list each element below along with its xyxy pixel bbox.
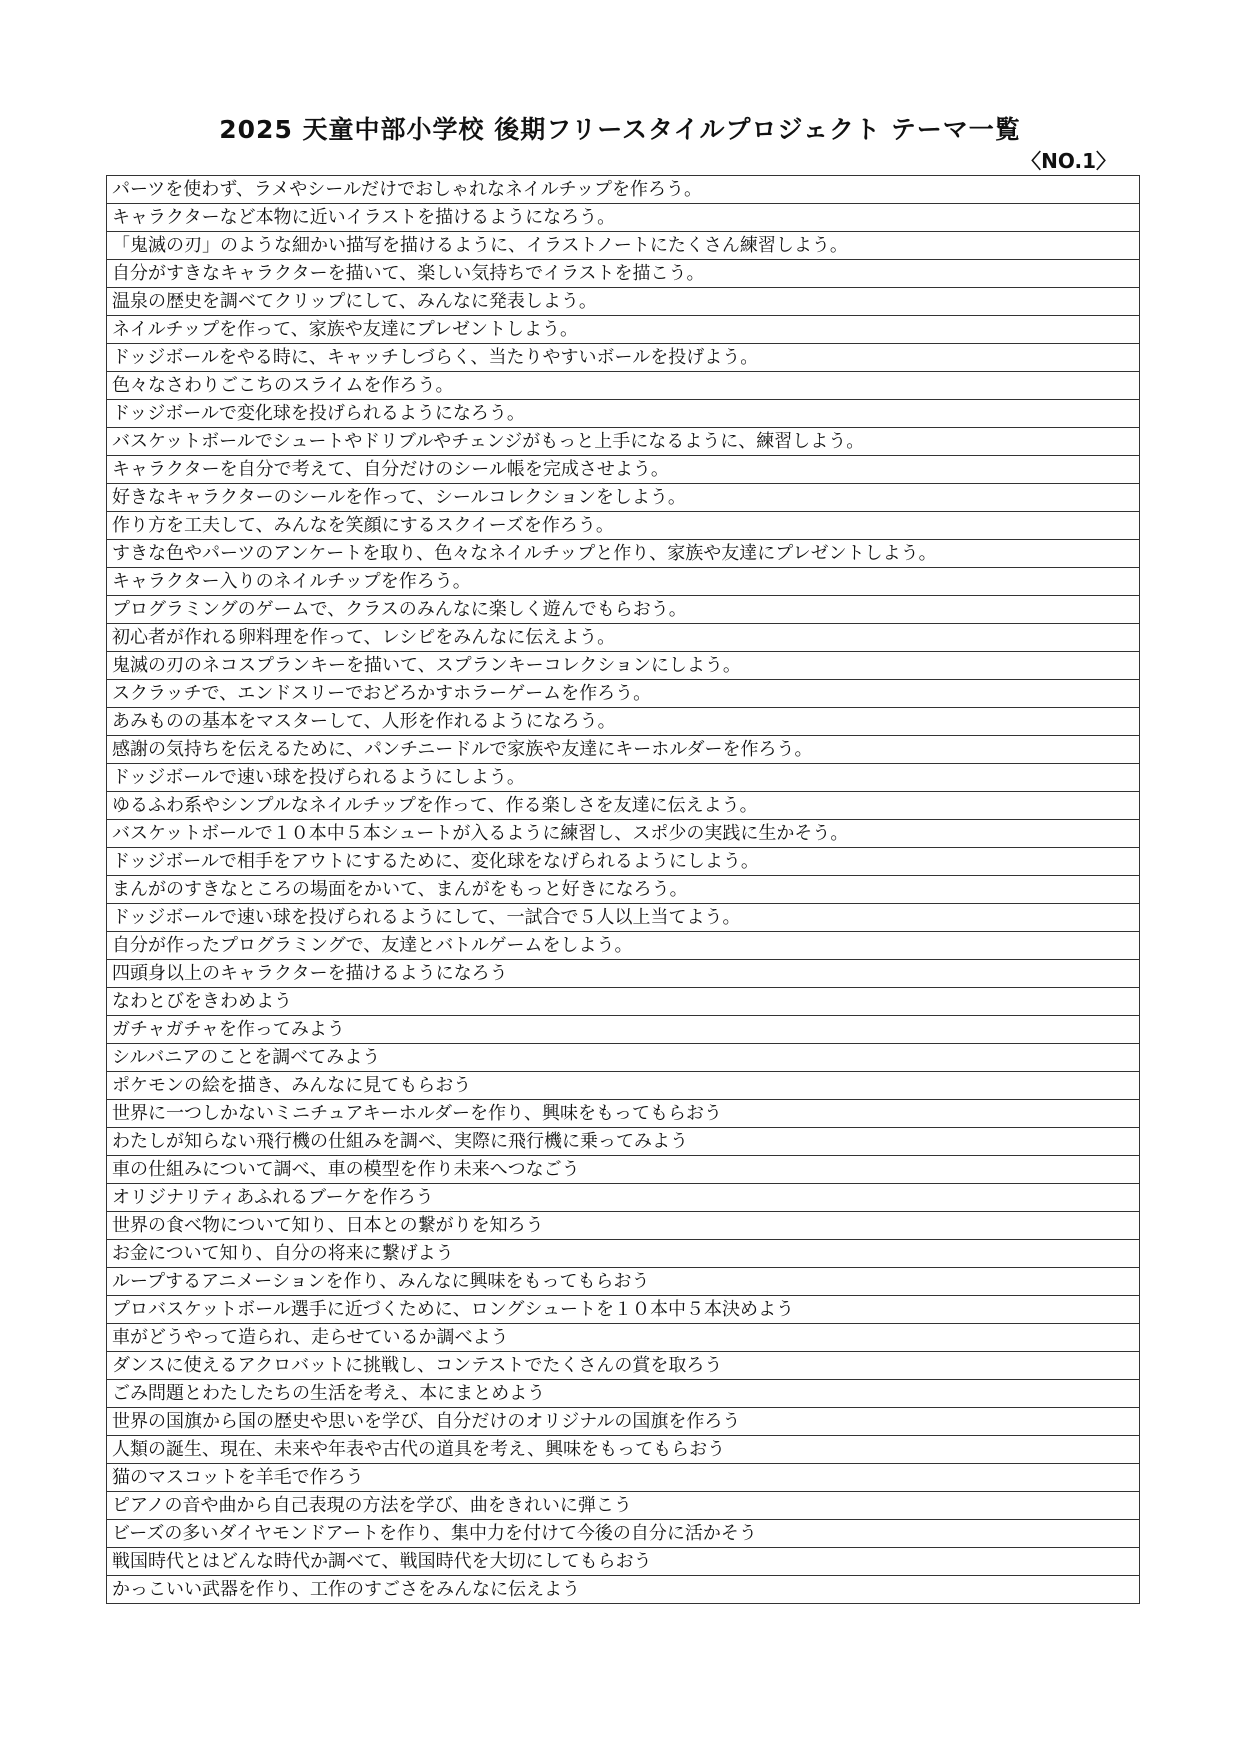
theme-cell: 初心者が作れる卵料理を作って、レシピをみんなに伝えよう。 bbox=[107, 624, 1140, 652]
table-row bbox=[107, 176, 1140, 204]
theme-cell: 四頭身以上のキャラクターを描けるようになろう bbox=[107, 960, 1140, 988]
table-row bbox=[107, 652, 1140, 680]
table-row bbox=[107, 540, 1140, 568]
table-row bbox=[107, 764, 1140, 792]
table-row bbox=[107, 260, 1140, 288]
theme-cell: オリジナリティあふれるブーケを作ろう bbox=[107, 1184, 1140, 1212]
theme-cell: かっこいい武器を作り、工作のすごさをみんなに伝えよう bbox=[107, 1576, 1140, 1604]
table-row bbox=[107, 1380, 1140, 1408]
theme-cell: 人類の誕生、現在、未来や年表や古代の道具を考え、興味をもってもらおう bbox=[107, 1436, 1140, 1464]
table-row bbox=[107, 1184, 1140, 1212]
table-row bbox=[107, 904, 1140, 932]
theme-cell: プロバスケットボール選手に近づくために、ロングシュートを１０本中５本決めよう bbox=[107, 1296, 1140, 1324]
table-row bbox=[107, 1324, 1140, 1352]
theme-cell: プログラミングのゲームで、クラスのみんなに楽しく遊んでもらおう。 bbox=[107, 596, 1140, 624]
page-number: 〈NO.1〉 bbox=[1021, 149, 1116, 173]
table-row bbox=[107, 372, 1140, 400]
table-row bbox=[107, 680, 1140, 708]
table-row bbox=[107, 708, 1140, 736]
theme-cell: 車がどうやって造られ、走らせているか調べよう bbox=[107, 1324, 1140, 1352]
table-row bbox=[107, 624, 1140, 652]
table-row bbox=[107, 932, 1140, 960]
theme-cell: ダンスに使えるアクロバットに挑戦し、コンテストでたくさんの賞を取ろう bbox=[107, 1352, 1140, 1380]
page-title: 2025 天童中部小学校 後期フリースタイルプロジェクト テーマ一覧 bbox=[219, 115, 1021, 144]
table-row bbox=[107, 848, 1140, 876]
table-row bbox=[107, 1156, 1140, 1184]
theme-cell: スクラッチで、エンドスリーでおどろかすホラーゲームを作ろう。 bbox=[107, 680, 1140, 708]
theme-cell: すきな色やパーツのアンケートを取り、色々なネイルチップと作り、家族や友達にプレゼントしよう。 bbox=[107, 540, 1140, 568]
table-row bbox=[107, 288, 1140, 316]
theme-cell: 好きなキャラクターのシールを作って、シールコレクションをしよう。 bbox=[107, 484, 1140, 512]
theme-table-body bbox=[107, 176, 1140, 1604]
table-row bbox=[107, 1072, 1140, 1100]
theme-cell: 猫のマスコットを羊毛で作ろう bbox=[107, 1464, 1140, 1492]
table-row bbox=[107, 400, 1140, 428]
theme-cell: ごみ問題とわたしたちの生活を考え、本にまとめよう bbox=[107, 1380, 1140, 1408]
table-row bbox=[107, 1548, 1140, 1576]
theme-cell: 作り方を工夫して、みんなを笑顔にするスクイーズを作ろう。 bbox=[107, 512, 1140, 540]
table-row bbox=[107, 428, 1140, 456]
theme-cell: 自分が作ったプログラミングで、友達とバトルゲームをしよう。 bbox=[107, 932, 1140, 960]
table-row bbox=[107, 1464, 1140, 1492]
table-row bbox=[107, 1268, 1140, 1296]
table-row bbox=[107, 344, 1140, 372]
table-row bbox=[107, 1016, 1140, 1044]
theme-cell: ポケモンの絵を描き、みんなに見てもらおう bbox=[107, 1072, 1140, 1100]
theme-cell: バスケットボールで１０本中５本シュートが入るように練習し、スポ少の実践に生かそう。 bbox=[107, 820, 1140, 848]
theme-cell: 鬼滅の刃のネコスプランキーを描いて、スプランキーコレクションにしよう。 bbox=[107, 652, 1140, 680]
table-row bbox=[107, 1100, 1140, 1128]
table-row bbox=[107, 1492, 1140, 1520]
theme-cell: 世界の食べ物について知り、日本との繋がりを知ろう bbox=[107, 1212, 1140, 1240]
table-row bbox=[107, 484, 1140, 512]
theme-cell: まんがのすきなところの場面をかいて、まんがをもっと好きになろう。 bbox=[107, 876, 1140, 904]
table-row bbox=[107, 568, 1140, 596]
theme-cell: ドッジボールで速い球を投げられるようにしよう。 bbox=[107, 764, 1140, 792]
table-row bbox=[107, 820, 1140, 848]
theme-cell: あみものの基本をマスターして、人形を作れるようになろう。 bbox=[107, 708, 1140, 736]
table-row bbox=[107, 736, 1140, 764]
table-row bbox=[107, 232, 1140, 260]
theme-cell: キャラクター入りのネイルチップを作ろう。 bbox=[107, 568, 1140, 596]
theme-cell: ピアノの音や曲から自己表現の方法を学び、曲をきれいに弾こう bbox=[107, 1492, 1140, 1520]
table-row bbox=[107, 1576, 1140, 1604]
theme-cell: なわとびをきわめよう bbox=[107, 988, 1140, 1016]
table-row bbox=[107, 1352, 1140, 1380]
theme-cell: 自分がすきなキャラクターを描いて、楽しい気持ちでイラストを描こう。 bbox=[107, 260, 1140, 288]
table-row bbox=[107, 1044, 1140, 1072]
table-row bbox=[107, 1520, 1140, 1548]
theme-cell: 温泉の歴史を調べてクリップにして、みんなに発表しよう。 bbox=[107, 288, 1140, 316]
theme-cell: バスケットボールでシュートやドリブルやチェンジがもっと上手になるように、練習しよう。 bbox=[107, 428, 1140, 456]
theme-cell: 車の仕組みについて調べ、車の模型を作り未来へつなごう bbox=[107, 1156, 1140, 1184]
table-row bbox=[107, 1296, 1140, 1324]
theme-cell: ループするアニメーションを作り、みんなに興味をもってもらおう bbox=[107, 1268, 1140, 1296]
theme-cell: ゆるふわ系やシンプルなネイルチップを作って、作る楽しさを友達に伝えよう。 bbox=[107, 792, 1140, 820]
theme-cell: ビーズの多いダイヤモンドアートを作り、集中力を付けて今後の自分に活かそう bbox=[107, 1520, 1140, 1548]
table-row bbox=[107, 456, 1140, 484]
table-row bbox=[107, 1408, 1140, 1436]
theme-cell: ネイルチップを作って、家族や友達にプレゼントしよう。 bbox=[107, 316, 1140, 344]
table-row bbox=[107, 1436, 1140, 1464]
table-row bbox=[107, 988, 1140, 1016]
table-row bbox=[107, 596, 1140, 624]
table-row bbox=[107, 876, 1140, 904]
theme-cell: ドッジボールで速い球を投げられるようにして、一試合で５人以上当てよう。 bbox=[107, 904, 1140, 932]
theme-cell: お金について知り、自分の将来に繋げよう bbox=[107, 1240, 1140, 1268]
theme-cell: 世界の国旗から国の歴史や思いを学び、自分だけのオリジナルの国旗を作ろう bbox=[107, 1408, 1140, 1436]
table-row bbox=[107, 204, 1140, 232]
table-row bbox=[107, 960, 1140, 988]
table-row bbox=[107, 792, 1140, 820]
theme-cell: 戦国時代とはどんな時代か調べて、戦国時代を大切にしてもらおう bbox=[107, 1548, 1140, 1576]
theme-cell: ドッジボールをやる時に、キャッチしづらく、当たりやすいボールを投げよう。 bbox=[107, 344, 1140, 372]
table-row bbox=[107, 316, 1140, 344]
theme-cell: 世界に一つしかないミニチュアキーホルダーを作り、興味をもってもらおう bbox=[107, 1100, 1140, 1128]
theme-cell: キャラクターを自分で考えて、自分だけのシール帳を完成させよう。 bbox=[107, 456, 1140, 484]
theme-cell: 感謝の気持ちを伝えるために、パンチニードルで家族や友達にキーホルダーを作ろう。 bbox=[107, 736, 1140, 764]
theme-cell: キャラクターなど本物に近いイラストを描けるようになろう。 bbox=[107, 204, 1140, 232]
theme-cell: わたしが知らない飛行機の仕組みを調べ、実際に飛行機に乗ってみよう bbox=[107, 1128, 1140, 1156]
theme-cell: ドッジボールで相手をアウトにするために、変化球をなげられるようにしよう。 bbox=[107, 848, 1140, 876]
theme-table bbox=[106, 175, 1140, 1604]
theme-cell: パーツを使わず、ラメやシールだけでおしゃれなネイルチップを作ろう。 bbox=[107, 176, 1140, 204]
table-row bbox=[107, 1212, 1140, 1240]
theme-cell: 「鬼滅の刃」のような細かい描写を描けるように、イラストノートにたくさん練習しよう。 bbox=[107, 232, 1140, 260]
table-row bbox=[107, 512, 1140, 540]
theme-cell: ガチャガチャを作ってみよう bbox=[107, 1016, 1140, 1044]
theme-cell: ドッジボールで変化球を投げられるようになろう。 bbox=[107, 400, 1140, 428]
theme-cell: シルバニアのことを調べてみよう bbox=[107, 1044, 1140, 1072]
theme-cell: 色々なさわりごこちのスライムを作ろう。 bbox=[107, 372, 1140, 400]
table-row bbox=[107, 1128, 1140, 1156]
table-row bbox=[107, 1240, 1140, 1268]
